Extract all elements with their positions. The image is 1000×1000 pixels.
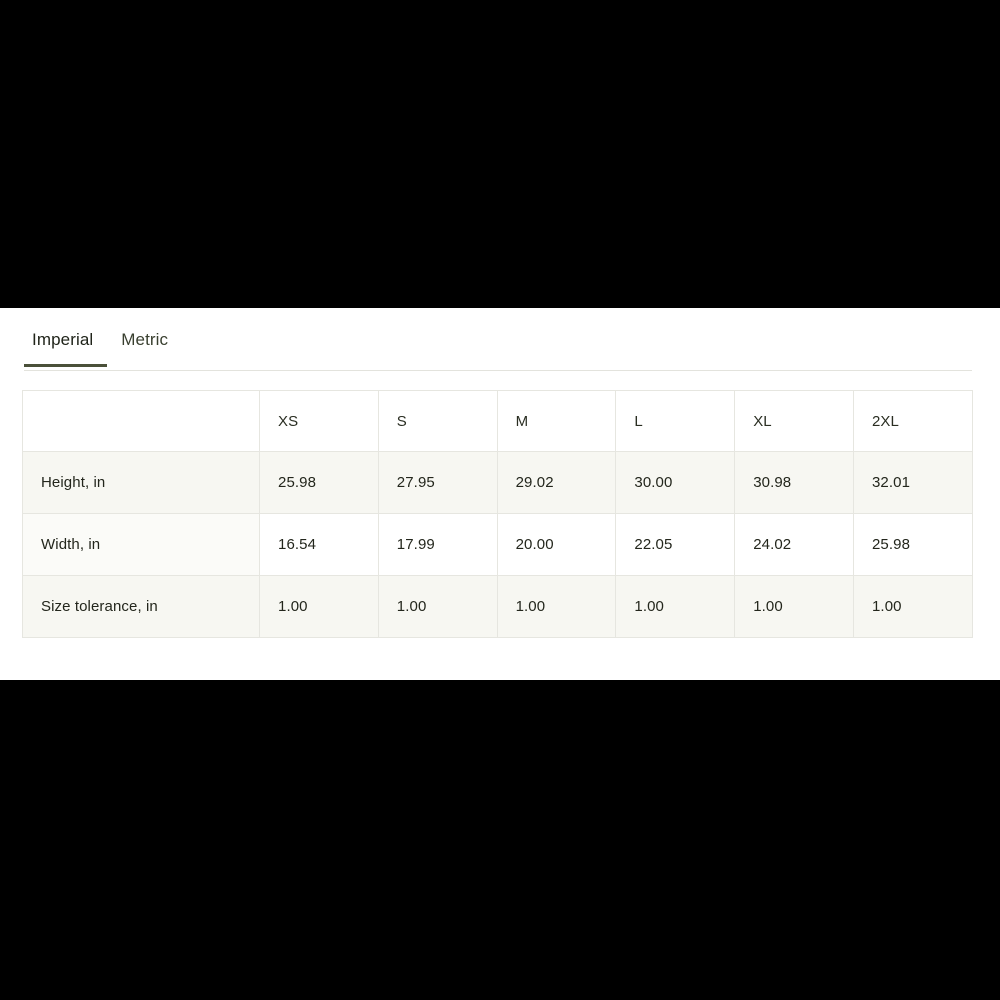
cell-height-xs: 25.98 [260,452,379,514]
cell-height-l: 30.00 [616,452,735,514]
cell-height-xl: 30.98 [735,452,854,514]
cell-width-xs: 16.54 [260,514,379,576]
cell-width-2xl: 25.98 [853,514,972,576]
cell-height-m: 29.02 [497,452,616,514]
row-label-width: Width, in [23,514,260,576]
cell-tolerance-xl: 1.00 [735,576,854,638]
cell-width-l: 22.05 [616,514,735,576]
row-label-height: Height, in [23,452,260,514]
size-chart-table [22,390,973,638]
column-header-l: L [616,391,735,452]
cell-width-m: 20.00 [497,514,616,576]
column-header-xl: XL [735,391,854,452]
cell-tolerance-l: 1.00 [616,576,735,638]
table-body [23,452,973,638]
size-chart-panel [0,308,1000,680]
cell-tolerance-xs: 1.00 [260,576,379,638]
row-label-size-tolerance: Size tolerance, in [23,576,260,638]
cell-height-2xl: 32.01 [853,452,972,514]
cell-tolerance-2xl: 1.00 [853,576,972,638]
cell-height-s: 27.95 [378,452,497,514]
table-corner-cell [23,391,260,452]
tab-imperial-label: Imperial [32,330,94,349]
table-header-row [23,391,973,452]
tabs-divider [24,370,972,371]
table-row [23,514,973,576]
column-header-2xl: 2XL [853,391,972,452]
table-row [23,452,973,514]
column-header-m: M [497,391,616,452]
cell-width-s: 17.99 [378,514,497,576]
tab-metric[interactable] [107,330,182,367]
column-header-xs: XS [260,391,379,452]
table-header [23,391,973,452]
cell-tolerance-s: 1.00 [378,576,497,638]
tab-imperial[interactable] [24,330,107,367]
tab-metric-label: Metric [121,330,169,349]
column-header-s: S [378,391,497,452]
unit-tabs [24,330,182,367]
cell-tolerance-m: 1.00 [497,576,616,638]
table-row [23,576,973,638]
cell-width-xl: 24.02 [735,514,854,576]
